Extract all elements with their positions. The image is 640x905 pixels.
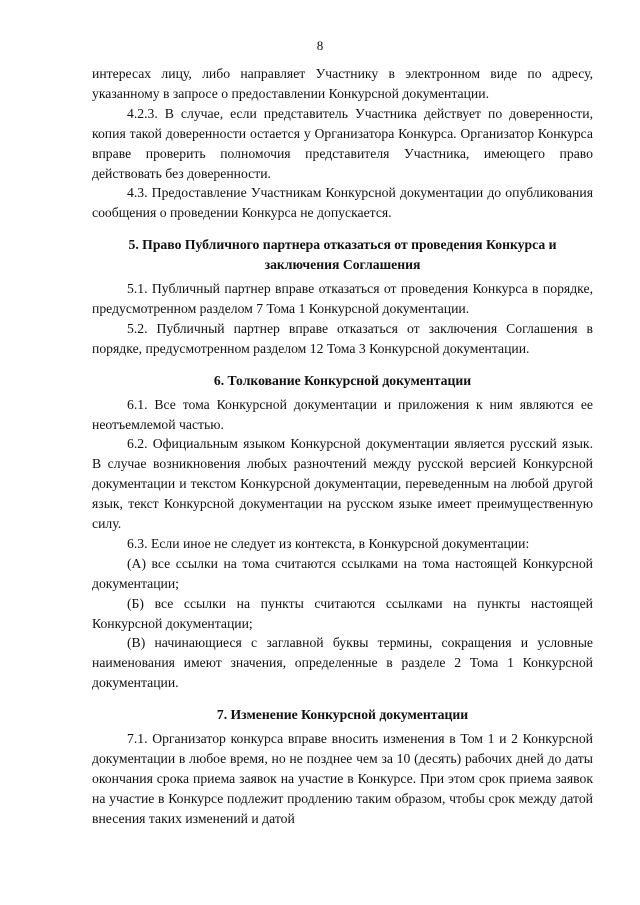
list-item: (В) начинающиеся с заглавной буквы термины, сокращения и условные наименования имеют значения, определенные в разделе 2 Тома 1 Конкурсной документации.: [92, 635, 593, 691]
list-item: (А) все ссылки на тома считаются ссылками на тома настоящей Конкурсной документации;: [92, 555, 593, 591]
document-body: [92, 64, 593, 829]
paragraph: 6.2. Официальным языком Конкурсной документации является русский язык. В случае возникновения любых разночтений между русской версией Конкурсной документации и текстом Конкурсной документации, переведенным на любой другой язык, текст Конкурсной документации на русском языке имеет преимущественную силу.: [92, 436, 593, 532]
page-number: 8: [316, 38, 324, 53]
paragraph: 7.1. Организатор конкурса вправе вносить изменения в Том 1 и 2 Конкурсной документации в любое время, но не позднее чем за 10 (десять) рабочих дней до даты окончания срока приема заявок на участие в Конкурсе. При этом срок приема заявок на участие в Конкурсе подлежит продлению таким образом, чтобы срок между датой внесения таких изменений и датой: [92, 731, 593, 826]
paragraph: интересах лицу, либо направляет Участнику в электронном виде по адресу, указанному в запросе о предоставлении Конкурсной документации.: [92, 66, 593, 101]
paragraph: 4.2.3. В случае, если представитель Участника действует по доверенности, копия такой доверенности остается у Организатора Конкурса. Организатор Конкурса вправе проверить полномочия представителя Участника, имеющего право действовать без доверенности.: [92, 105, 593, 181]
paragraph: 5.1. Публичный партнер вправе отказаться от проведения Конкурса в порядке, предусмотренном разделом 7 Тома 1 Конкурсной документации.: [92, 281, 593, 316]
paragraph: 6.3. Если иное не следует из контекста, в Конкурсной документации:: [127, 535, 530, 551]
paragraph: 6.1. Все тома Конкурсной документации и приложения к ним являются ее неотъемлемой частью.: [92, 396, 593, 432]
section-heading: 5. Право Публичного партнера отказаться от проведения Конкурса и заключения Соглашения: [128, 237, 557, 273]
paragraph: 5.2. Публичный партнер вправе отказаться от заключения Соглашения в порядке, предусмотренном разделом 12 Тома 3 Конкурсной документации.: [92, 320, 593, 356]
paragraph: 4.3. Предоставление Участникам Конкурсной документации до опубликования сообщения о проведении Конкурса не допускается.: [92, 185, 593, 221]
section-heading: 7. Изменение Конкурсной документации: [216, 707, 469, 723]
section-heading: 6. Толкование Конкурсной документации: [213, 372, 472, 388]
list-item: (Б) все ссылки на пункты считаются ссылками на пункты настоящей Конкурсной документации;: [92, 595, 593, 631]
